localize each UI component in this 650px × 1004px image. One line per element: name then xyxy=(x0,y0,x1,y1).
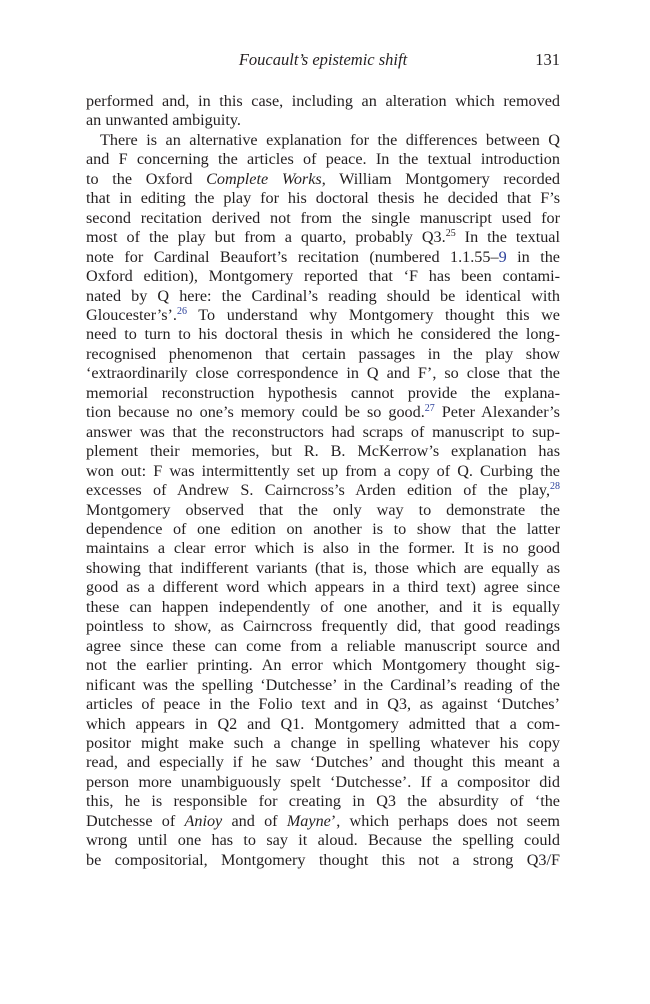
text-line: which appears in Q2 and Q1. Montgomery admitted that a com- xyxy=(86,714,560,733)
text-line: that in editing the play for his doctoral thesis he decided that F’s xyxy=(86,189,560,208)
text-run: To understand why Montgomery thought this we xyxy=(186,305,560,324)
running-title: Foucault’s epistemic shift xyxy=(238,50,408,69)
page-number: 131 xyxy=(535,50,560,69)
footnote-link[interactable]: 26 xyxy=(176,305,187,317)
text-line: an unwanted ambiguity. xyxy=(86,111,241,130)
text-line: read, and especially if he saw ‘Dutches’ and thought this meant a xyxy=(86,753,560,772)
body-text xyxy=(86,92,560,870)
text-line: performed and, in this case, including an alteration which removed xyxy=(86,92,560,110)
text-line: this, he is responsible for creating in Q3 the absurdity of ‘the xyxy=(86,792,560,811)
paragraph-2 xyxy=(86,131,560,870)
text-run: tion because no one’s memory could be so good. xyxy=(86,403,425,422)
italic-place-name: Anioy xyxy=(184,811,223,830)
text-run: Peter Alexander’s xyxy=(434,403,560,422)
text-line: won out: F was intermittently set up from a copy of Q. Curbing the xyxy=(86,461,560,480)
text-line: wrong until one has to say it aloud. Because the spelling could xyxy=(86,831,560,850)
text-run: , William Montgomery recorded xyxy=(321,169,561,188)
line-reference-link[interactable]: 9 xyxy=(498,247,507,266)
text-line: be compositorial, Montgomery thought this not a strong Q3/F xyxy=(86,850,560,869)
text-run: In the textual xyxy=(455,228,560,247)
text-line xyxy=(86,228,560,247)
text-run: and of xyxy=(222,811,287,830)
text-run: ’, which perhaps does not seem xyxy=(330,811,560,830)
text-line: articles of peace in the Folio text and in Q3, as against ‘Dutches’ xyxy=(86,695,560,714)
text-run: Gloucester’s’. xyxy=(86,305,177,324)
footnote-link[interactable]: 27 xyxy=(424,403,435,415)
italic-place-name: Mayne xyxy=(286,811,331,830)
text-line: dependence of one edition on another is to show that the latter xyxy=(86,519,560,538)
footnote-link[interactable]: 28 xyxy=(550,481,560,493)
footnote-marker: 25 xyxy=(445,228,456,240)
text-line xyxy=(86,812,560,831)
text-line: second recitation derived not from the single manuscript used for xyxy=(86,208,560,227)
text-line: plement their memories, but R. B. McKerrow’s explanation has xyxy=(86,442,560,461)
text-line: positor might make such a change in spelling whatever his copy xyxy=(86,733,560,752)
text-line xyxy=(86,306,560,325)
text-line: need to turn to his doctoral thesis in which he considered the long- xyxy=(86,325,560,344)
text-line xyxy=(86,481,560,500)
text-line: pointless to show, as Cairncross frequently did, that good readings xyxy=(86,617,560,636)
text-line: agree since these can come from a reliable manuscript source and xyxy=(86,636,560,655)
text-line: and F concerning the articles of peace. In the textual introduction xyxy=(86,150,560,169)
text-line: these can happen independently of one another, and it is equally xyxy=(86,597,560,616)
text-run: note for Cardinal Beaufort’s recitation (numbered 1.1.55– xyxy=(86,247,499,266)
text-line: recognised phenomenon that certain passages in the play show xyxy=(86,344,560,363)
text-line: not the earlier printing. An error which Montgomery thought sig- xyxy=(86,656,560,675)
text-line: answer was that the reconstructors had scraps of manuscript to sup- xyxy=(86,422,560,441)
text-line: ‘extraordinarily close correspondence in Q and F’, so close that the xyxy=(86,364,560,383)
text-run: Dutchesse of xyxy=(86,811,185,830)
text-line: showing that indifferent variants (that is, those which are equally as xyxy=(86,558,560,577)
text-line xyxy=(86,403,560,422)
text-line: memorial reconstruction hypothesis cannot provide the explana- xyxy=(86,383,560,402)
text-line: Oxford edition), Montgomery reported that ‘F has been contami- xyxy=(86,267,560,286)
text-line: There is an alternative explanation for the differences between Q xyxy=(100,130,560,149)
text-run: in the xyxy=(506,247,560,266)
text-line xyxy=(86,248,560,267)
text-line: maintains a clear error which is also in the former. It is no good xyxy=(86,539,560,558)
text-run: excesses of Andrew S. Cairncross’s Arden edition of the play, xyxy=(86,481,550,500)
text-line: good as a different word which appears in a third text) agree since xyxy=(86,578,560,597)
text-run: most of the play but from a quarto, probably Q3. xyxy=(86,228,446,247)
text-line xyxy=(86,170,560,189)
text-run: to the Oxford xyxy=(86,169,207,188)
text-line: Montgomery observed that the only way to demonstrate the xyxy=(86,500,560,519)
text-line: person more unambiguously spelt ‘Dutchesse’. If a compositor did xyxy=(86,772,560,791)
text-line: nificant was the spelling ‘Dutchesse’ in the Cardinal’s reading of the xyxy=(86,675,560,694)
italic-title: Complete Works xyxy=(206,169,322,188)
text-line: nated by Q here: the Cardinal’s reading should be identical with xyxy=(86,286,560,305)
paragraph-1 xyxy=(86,92,560,131)
running-head xyxy=(86,50,560,74)
